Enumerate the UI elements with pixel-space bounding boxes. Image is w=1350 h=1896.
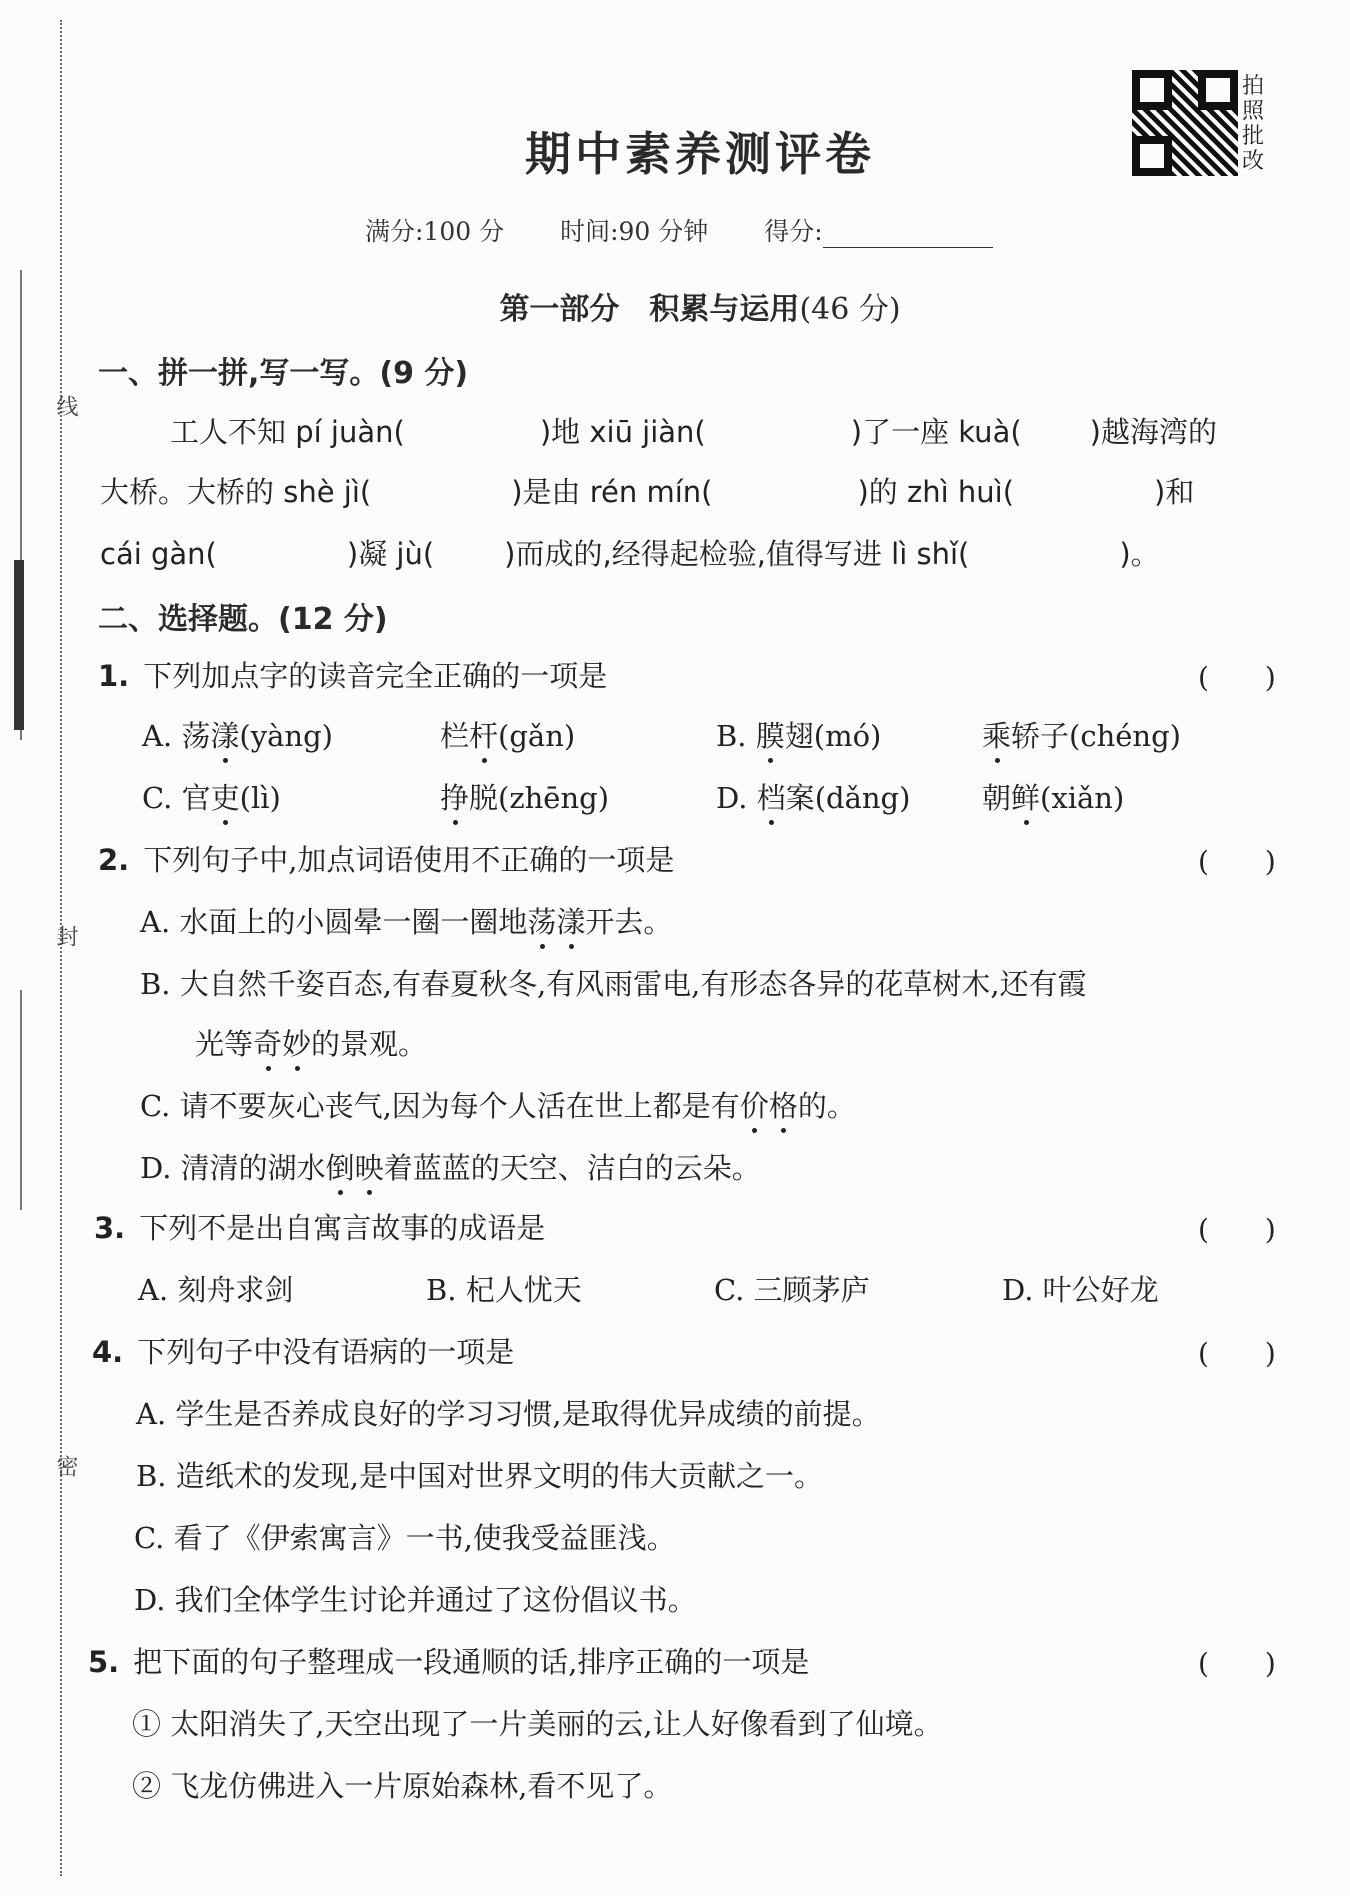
q3-option-d[interactable]: D. 叶公好龙 [1002, 1273, 1159, 1307]
option-char: 脱 [469, 781, 499, 815]
option-label: B. [716, 719, 747, 753]
option-char: 荡 [181, 719, 211, 753]
line-segment: )地 xiū jiàn( [539, 415, 706, 449]
q4-option-b[interactable]: B. 造纸术的发现,是中国对世界文明的伟大贡献之一。 [136, 1459, 823, 1493]
binding-label-seal: 封 [53, 925, 78, 947]
option-text: C. 请不要灰心丧气,因为每个人活在世上都是有 [140, 1089, 740, 1123]
q1-option-d-2 [982, 776, 1124, 817]
section2-title: 二、选择题。(12 分) [98, 602, 388, 637]
option-text: 着蓝蓝的天空、洁白的云朵。 [383, 1151, 761, 1185]
option-text: 的。 [797, 1089, 856, 1123]
line-segment: )而成的,经得起检验,值得写进 lì shǐ( [504, 537, 970, 571]
question-number: 5. [88, 1645, 120, 1679]
score-field[interactable] [823, 225, 993, 248]
option-pinyin: (lì) [239, 781, 281, 815]
q3-option-b[interactable]: B. 杞人忧天 [426, 1273, 582, 1307]
line-segment: )和 [1154, 475, 1195, 509]
page-title: 期中素养测评卷 [525, 127, 875, 181]
option-text: 的景观。 [311, 1027, 428, 1061]
option-label: A. [142, 719, 173, 753]
dotted-char: 荡 [527, 900, 556, 941]
question-5 [88, 1640, 809, 1681]
exam-meta [365, 212, 1049, 248]
line-segment: 工人不知 pí juàn( [170, 415, 405, 449]
q1-option-c-2 [440, 776, 609, 817]
pinyin-line-3 [100, 532, 1160, 573]
option-pinyin: (zhēng) [498, 781, 610, 815]
binding-solid-line [20, 990, 22, 1210]
part-points: (46 分) [799, 292, 901, 327]
binding-dark-mark [14, 560, 24, 730]
q4-option-a[interactable]: A. 学生是否养成良好的学习习惯,是取得优异成绩的前提。 [136, 1397, 881, 1431]
question-text: 下列不是出自寓言故事的成语是 [139, 1211, 546, 1245]
option-label: C. [142, 781, 173, 815]
q1-option-a[interactable] [142, 714, 333, 755]
q2-option-b-cont [195, 1022, 427, 1063]
part-title-text: 第一部分 积累与运用 [499, 292, 800, 327]
option-label: D. [716, 781, 748, 815]
question-number: 2. [98, 843, 130, 877]
q4-option-c[interactable]: C. 看了《伊索寓言》一书,使我受益匪浅。 [134, 1521, 676, 1555]
dotted-char: 妙 [282, 1022, 311, 1063]
score-label: 得分: [764, 217, 823, 246]
q2-option-b[interactable]: B. 大自然千姿百态,有春夏秋冬,有风雨雷电,有形态各异的花草树木,还有霞 [140, 967, 1087, 1001]
dotted-char: 膜 [756, 714, 785, 755]
dotted-char: 乘 [982, 714, 1011, 755]
answer-paren[interactable]: ( ) [1198, 1213, 1276, 1246]
answer-paren[interactable]: ( ) [1198, 845, 1276, 878]
line-segment: )越海湾的 [1089, 415, 1217, 449]
dotted-char: 映 [355, 1146, 384, 1187]
time-limit: 时间:90 分钟 [560, 217, 709, 246]
answer-paren[interactable]: ( ) [1198, 1337, 1276, 1370]
option-pinyin: (mó) [813, 719, 882, 753]
q2-option-a[interactable] [140, 900, 672, 941]
q3-option-c[interactable]: C. 三顾茅庐 [714, 1273, 870, 1307]
binding-label-fold: 密 [53, 1455, 78, 1477]
binding-label-line: 线 [53, 395, 78, 417]
question-number: 1. [98, 659, 130, 693]
option-pinyin: (dǎng) [814, 781, 911, 815]
line-segment: cái gàn( [100, 537, 217, 571]
line-segment: )凝 jù( [346, 537, 435, 571]
option-char: 朝 [982, 781, 1012, 815]
q5-item-1: ① 太阳消失了,天空出现了一片美丽的云,让人好像看到了仙境。 [132, 1707, 943, 1741]
line-segment: )。 [1119, 537, 1160, 571]
q1-option-b-2 [982, 714, 1181, 755]
option-pinyin: (xiǎn) [1040, 781, 1125, 815]
qr-note: 拍照批改 [1242, 74, 1265, 174]
section1-title: 一、拼一拼,写一写。(9 分) [98, 356, 469, 391]
option-text: D. 清清的湖水 [140, 1151, 326, 1185]
line-segment: )的 zhì huì( [857, 475, 1015, 509]
full-score: 满分:100 分 [365, 217, 505, 246]
q5-item-2: ② 飞龙仿佛进入一片原始森林,看不见了。 [132, 1769, 673, 1803]
option-char: 翅 [784, 719, 814, 753]
part-title [0, 284, 1350, 328]
pinyin-line-1 [170, 410, 1217, 451]
dotted-char: 价 [740, 1084, 769, 1125]
option-char: 案 [785, 781, 815, 815]
dotted-char: 格 [769, 1084, 798, 1125]
answer-paren[interactable]: ( ) [1198, 1647, 1276, 1680]
question-4 [92, 1330, 514, 1371]
q1-option-d[interactable] [716, 776, 910, 817]
dotted-char: 奇 [253, 1022, 282, 1063]
option-pinyin: (chéng) [1069, 719, 1181, 753]
dotted-char: 漾 [556, 900, 585, 941]
option-char: 轿子 [1011, 719, 1070, 753]
q3-option-a[interactable]: A. 刻舟求剑 [138, 1273, 294, 1307]
answer-paren[interactable]: ( ) [1198, 661, 1276, 694]
option-pinyin: (gǎn) [498, 719, 576, 753]
question-2 [98, 838, 674, 879]
option-text: A. 水面上的小圆晕一圈一圈地 [140, 905, 528, 939]
q2-option-c[interactable] [140, 1084, 856, 1125]
option-text: 光等 [195, 1027, 254, 1061]
dotted-char: 漾 [210, 714, 239, 755]
dotted-char: 杆 [469, 714, 498, 755]
q1-option-a-2 [440, 714, 575, 755]
dotted-char: 鲜 [1011, 776, 1040, 817]
question-text: 把下面的句子整理成一段通顺的话,排序正确的一项是 [133, 1645, 810, 1679]
q4-option-d[interactable]: D. 我们全体学生讨论并通过了这份倡议书。 [134, 1583, 697, 1617]
option-text: 开去。 [585, 905, 673, 939]
question-1 [98, 654, 607, 695]
pinyin-line-2 [100, 470, 1194, 511]
option-pinyin: (yàng) [239, 719, 333, 753]
q1-option-c[interactable] [142, 776, 281, 817]
option-char: 官 [181, 781, 211, 815]
dotted-char: 挣 [440, 776, 469, 817]
line-segment: )是由 rén mín( [511, 475, 713, 509]
q2-option-d[interactable] [140, 1146, 761, 1187]
dotted-char: 吏 [211, 776, 240, 817]
dotted-char: 倒 [326, 1146, 355, 1187]
line-segment: )了一座 kuà( [850, 415, 1022, 449]
dotted-char: 档 [757, 776, 786, 817]
option-char: 栏 [440, 719, 470, 753]
question-3 [94, 1206, 545, 1247]
question-text: 下列句子中没有语病的一项是 [137, 1335, 515, 1369]
line-segment: 大桥。大桥的 shè jì( [100, 475, 372, 509]
question-text: 下列加点字的读音完全正确的一项是 [143, 659, 608, 693]
question-number: 3. [94, 1211, 126, 1245]
question-number: 4. [92, 1335, 124, 1369]
question-text: 下列句子中,加点词语使用不正确的一项是 [143, 843, 675, 877]
q1-option-b[interactable] [716, 714, 881, 755]
